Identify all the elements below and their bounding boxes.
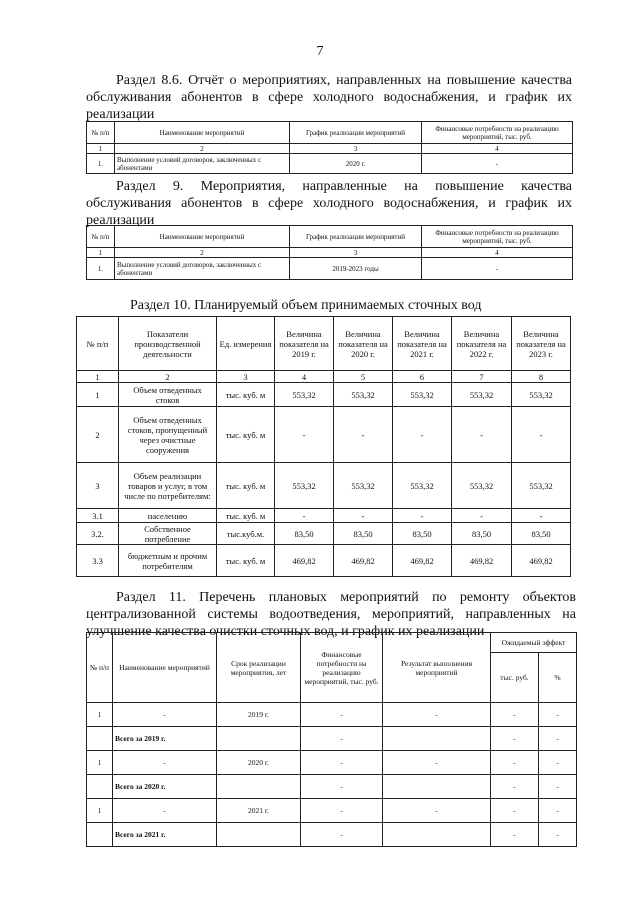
row-value-2019: 83,50 [275,523,334,545]
column-number-row [87,248,573,258]
header-cell: № п/п [87,226,115,248]
row-schedule: 2020 г. [290,154,422,174]
header-cell: Наименование мероприятий [115,122,290,144]
header-cell: Наименование мероприятий [115,226,290,248]
header-cell: Финансовые потребности на реализацию мероприятий, тыс. руб. [422,226,573,248]
section-11-table [86,632,577,847]
row-value-2022: - [452,509,512,523]
row-unit: тыс. куб. м [217,463,275,509]
header-cell: Результат выполнения мероприятий [383,633,491,703]
row-term [217,823,301,847]
column-number: 7 [452,371,512,383]
row-effect-percent: - [539,703,577,727]
row-result [383,727,491,751]
column-number: 2 [115,248,290,258]
row-number: 1 [87,751,113,775]
row-number: 1. [87,258,115,280]
row-term [217,727,301,751]
header-cell: Ед. измерения [217,317,275,371]
row-number: 1. [87,154,115,174]
column-number-row [87,144,573,154]
row-value-2020: - [334,407,393,463]
row-effect-rub: - [491,775,539,799]
column-number: 3 [217,371,275,383]
table-row [87,727,577,751]
row-result: - [383,703,491,727]
row-name: - [113,751,217,775]
row-finance: - [301,823,383,847]
row-value-2023: 553,32 [512,383,571,407]
row-value-2021: 469,82 [393,545,452,577]
row-value-2019: 553,32 [275,383,334,407]
row-finance: - [301,775,383,799]
section-9-heading: Раздел 9. Мероприятия, направленные на повышение качества обслуживания абонентов в сфере холодного водоснабжения, и график их реализации [86,179,572,228]
header-cell: Финансовые потребности на реализацию мероприятий, тыс. руб. [422,122,573,144]
row-finance: - [422,258,573,280]
header-cell: Финансовые потребности на реализацию мероприятий, тыс. руб. [301,633,383,703]
row-value-2023: - [512,407,571,463]
row-unit: тыс. куб. м [217,545,275,577]
row-name: Выполнение условий договоров, заключенных с абонентами [115,154,290,174]
row-effect-rub: - [491,751,539,775]
row-term [217,775,301,799]
header-cell: Ожидаемый эффект [491,633,577,653]
row-result [383,775,491,799]
row-term: 2021 г. [217,799,301,823]
table-header-row [87,633,577,653]
header-cell: Величина показателя на 2023 г. [512,317,571,371]
column-number: 5 [334,371,393,383]
row-finance: - [301,799,383,823]
row-value-2021: - [393,509,452,523]
row-value-2023: 469,82 [512,545,571,577]
row-value-2022: - [452,407,512,463]
row-indicator: Объем реализации товаров и услуг, в том числе по потребителям: [119,463,217,509]
table-row [87,703,577,727]
header-cell: График реализации мероприятий [290,226,422,248]
table-row [87,154,573,174]
row-effect-percent: - [539,775,577,799]
row-effect-rub: - [491,799,539,823]
row-unit: тыс. куб. м [217,407,275,463]
table-header-row [77,317,571,371]
table-row [87,751,577,775]
row-number: 3 [77,463,119,509]
row-result [383,823,491,847]
header-cell: № п/п [77,317,119,371]
row-value-2019: - [275,509,334,523]
column-number: 2 [119,371,217,383]
row-value-2020: 553,32 [334,463,393,509]
table-row [77,509,571,523]
row-value-2022: 469,82 [452,545,512,577]
table-row [77,383,571,407]
row-effect-percent: - [539,799,577,823]
row-unit: тыс. куб. м [217,509,275,523]
row-value-2019: 553,32 [275,463,334,509]
row-schedule: 2019-2023 годы [290,258,422,280]
row-indicator: Объем отведенных стоков [119,383,217,407]
header-cell: Величина показателя на 2020 г. [334,317,393,371]
table-header-row [87,226,573,248]
header-cell: Величина показателя на 2021 г. [393,317,452,371]
row-effect-percent: - [539,751,577,775]
row-name: - [113,703,217,727]
row-finance: - [301,703,383,727]
row-value-2022: 553,32 [452,463,512,509]
row-term: 2019 г. [217,703,301,727]
row-indicator: бюджетным и прочим потребителям [119,545,217,577]
row-value-2020: 553,32 [334,383,393,407]
row-value-2021: 553,32 [393,383,452,407]
row-result: - [383,799,491,823]
row-value-2019: 469,82 [275,545,334,577]
table-row [87,258,573,280]
column-number: 4 [422,144,573,154]
row-value-2021: 553,32 [393,463,452,509]
row-finance: - [422,154,573,174]
column-number: 8 [512,371,571,383]
row-number: 2 [77,407,119,463]
row-unit: тыс. куб. м [217,383,275,407]
row-value-2020: 83,50 [334,523,393,545]
section-8-6-table [86,121,573,174]
table-row [87,775,577,799]
header-cell: тыс. руб. [491,653,539,703]
column-number: 1 [77,371,119,383]
row-total-label: Всего за 2021 г. [113,823,217,847]
column-number: 4 [422,248,573,258]
table-row [77,523,571,545]
table-row [87,823,577,847]
row-value-2020: 469,82 [334,545,393,577]
row-number: 1 [87,799,113,823]
section-9-table [86,225,573,280]
row-total-label: Всего за 2019 г. [113,727,217,751]
row-name: - [113,799,217,823]
header-cell: Величина показателя на 2022 г. [452,317,512,371]
row-value-2023: - [512,509,571,523]
row-number [87,727,113,751]
row-value-2022: 83,50 [452,523,512,545]
row-indicator: Собственное потребление [119,523,217,545]
row-unit: тыс.куб.м. [217,523,275,545]
row-value-2019: - [275,407,334,463]
column-number: 6 [393,371,452,383]
header-cell: Величина показателя на 2019 г. [275,317,334,371]
column-number: 3 [290,248,422,258]
row-indicator: Объем отведенных стоков, пропущенный через очистные сооружения [119,407,217,463]
row-effect-percent: - [539,727,577,751]
row-number [87,823,113,847]
column-number: 4 [275,371,334,383]
row-number: 3.3 [77,545,119,577]
column-number-row [77,371,571,383]
table-header-row [87,122,573,144]
column-number: 3 [290,144,422,154]
row-indicator: населению [119,509,217,523]
row-finance: - [301,751,383,775]
column-number: 2 [115,144,290,154]
section-10-table [76,316,571,577]
row-effect-rub: - [491,703,539,727]
row-result: - [383,751,491,775]
section-10-heading: Раздел 10. Планируемый объем принимаемых сточных вод [130,298,482,313]
page-number: 7 [316,44,324,59]
section-11-heading: Раздел 11. Перечень плановых мероприятий по ремонту объектов централизованной системы водоотведения, мероприятий, направленных на улучшение качества очистки сточных вод, и график их реализации [86,590,576,639]
column-number: 1 [87,248,115,258]
row-term: 2020 г. [217,751,301,775]
row-value-2022: 553,32 [452,383,512,407]
row-number: 3.2. [77,523,119,545]
row-value-2020: - [334,509,393,523]
table-row [77,545,571,577]
row-number: 1 [77,383,119,407]
table-row [87,799,577,823]
table-row [77,407,571,463]
row-finance: - [301,727,383,751]
header-cell: № п/п [87,122,115,144]
row-number [87,775,113,799]
row-value-2023: 553,32 [512,463,571,509]
row-total-label: Всего за 2020 г. [113,775,217,799]
row-value-2023: 83,50 [512,523,571,545]
header-cell: № п/п [87,633,113,703]
header-cell: График реализации мероприятий [290,122,422,144]
row-name: Выполнение условий договоров, заключенных с абонентами [115,258,290,280]
column-number: 1 [87,144,115,154]
table-row [77,463,571,509]
row-effect-rub: - [491,727,539,751]
header-cell: Наименование мероприятий [113,633,217,703]
section-8-6-heading: Раздел 8.6. Отчёт о мероприятиях, направленных на повышение качества обслуживания абонентов в сфере холодного водоснабжения, и график их реализации [86,73,572,122]
row-value-2021: 83,50 [393,523,452,545]
header-cell: Срок реализации мероприятия, лет [217,633,301,703]
row-number: 3.1 [77,509,119,523]
row-effect-percent: - [539,823,577,847]
row-number: 1 [87,703,113,727]
row-effect-rub: - [491,823,539,847]
header-cell: Показатели производственной деятельности [119,317,217,371]
row-value-2021: - [393,407,452,463]
header-cell: % [539,653,577,703]
